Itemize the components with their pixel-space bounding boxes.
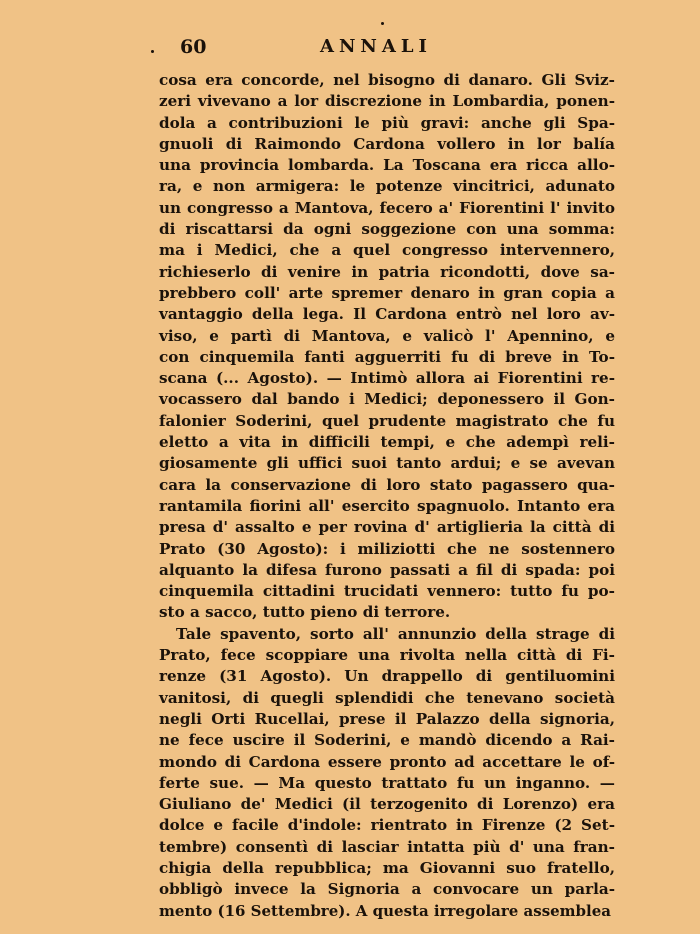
text-line: ma i Medici, che a quel congresso intervennero, bbox=[159, 241, 615, 260]
text-line: viso, e partì di Mantova, e valicò l' Apennino, e bbox=[159, 326, 615, 345]
text-line: alquanto la difesa furono passati a fil di spada: poi bbox=[159, 560, 615, 579]
text-line: dolce e facile d'indole: rientrato in Firenze (2 Set- bbox=[159, 816, 615, 835]
text-line: richieserlo di venire in patria ricondotti, dove sa- bbox=[159, 262, 615, 281]
page-header bbox=[150, 36, 600, 60]
text-line: giosamente gli uffici suoi tanto ardui; e se avevan bbox=[159, 454, 615, 473]
text-line: di riscattarsi da ogni soggezione con una somma: bbox=[159, 220, 615, 239]
text-line: vocassero dal bando i Medici; deponessero il Gon- bbox=[159, 390, 615, 409]
text-line: zeri vivevano a lor discrezione in Lombardia, ponen- bbox=[159, 92, 615, 111]
text-line: una provincia lombarda. La Toscana era ricca allo- bbox=[159, 156, 615, 175]
text-line: cara la conservazione di loro stato pagassero qua- bbox=[159, 475, 615, 494]
text-line: sto a sacco, tutto pieno di terrore. bbox=[159, 603, 451, 622]
body-text bbox=[159, 70, 615, 922]
text-line: rantamila fiorini all' esercito spagnuolo. Intanto era bbox=[159, 496, 615, 515]
text-line: chigia della repubblica; ma Giovanni suo fratello, bbox=[159, 858, 615, 877]
text-line: ra, e non armigera: le potenze vincitrici, adunato bbox=[159, 177, 615, 196]
text-line: Prato (30 Agosto): i miliziotti che ne sostennero bbox=[159, 539, 615, 558]
text-line: renze (31 Agosto). Un drappello di gentiluomini bbox=[159, 667, 615, 686]
text-line: falonier Soderini, quel prudente magistrato che fu bbox=[159, 411, 615, 430]
page-number: 60 bbox=[180, 36, 207, 58]
text-line: negli Orti Rucellai, prese il Palazzo della signoria, bbox=[159, 709, 615, 728]
text-line: vanitosi, di quegli splendidi che tenevano società bbox=[159, 688, 615, 707]
text-line: cosa era concorde, nel bisogno di danaro. Gli Sviz- bbox=[159, 71, 615, 89]
print-speck bbox=[381, 22, 384, 25]
text-line: Tale spavento, sorto all' annunzio della strage di bbox=[176, 624, 615, 643]
text-line: presa d' assalto e per rovina d' artiglieria la città di bbox=[159, 518, 615, 537]
text-line: scana (... Agosto). — Intimò allora ai Fiorentini re- bbox=[159, 369, 615, 388]
text-line: dola a contribuzioni le più gravi: anche gli Spa- bbox=[159, 113, 615, 132]
text-line: mondo di Cardona essere pronto ad accettare le of- bbox=[159, 752, 615, 771]
text-line: tembre) consentì di lasciar intatta più d' una fran- bbox=[159, 837, 615, 856]
text-line: ne fece uscire il Soderini, e mandò dicendo a Rai- bbox=[159, 731, 615, 750]
text-line: gnuoli di Raimondo Cardona vollero in lor balía bbox=[159, 134, 615, 153]
text-line: con cinquemila fanti agguerriti fu di breve in To- bbox=[159, 347, 615, 366]
text-line: vantaggio della lega. Il Cardona entrò nel loro av- bbox=[159, 305, 615, 324]
running-title: ANNALI bbox=[320, 36, 432, 57]
text-line: obbligò invece la Signoria a convocare un parla- bbox=[159, 880, 615, 899]
text-line: mento (16 Settembre). A questa irregolare assemblea bbox=[159, 901, 612, 920]
text-line: cinquemila cittadini trucidati vennero: tutto fu po- bbox=[159, 582, 615, 601]
text-line: un congresso a Mantova, fecero a' Fiorentini l' invito bbox=[159, 198, 615, 217]
text-line: ferte sue. — Ma questo trattato fu un inganno. — bbox=[159, 773, 615, 792]
print-speck bbox=[151, 50, 154, 53]
text-line: eletto a vita in difficili tempi, e che adempì reli- bbox=[159, 433, 615, 452]
text-line: prebbero coll' arte spremer denaro in gran copia a bbox=[159, 283, 615, 302]
text-line: Prato, fece scoppiare una rivolta nella città di Fi- bbox=[159, 646, 615, 665]
text-line: Giuliano de' Medici (il terzogenito di Lorenzo) era bbox=[159, 795, 615, 814]
